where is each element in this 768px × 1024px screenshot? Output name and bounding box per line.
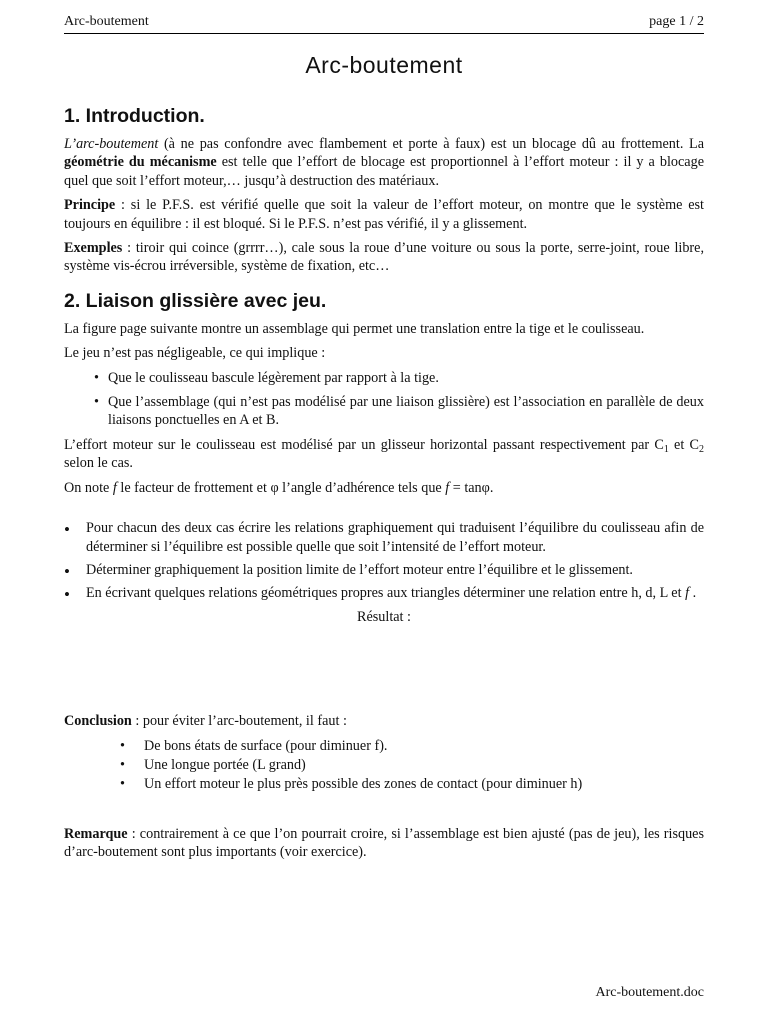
header-divider (64, 33, 704, 34)
bullet-icon: • (94, 394, 99, 411)
principe-paragraph: Principe : si le P.F.S. est vérifié quelle que soit la valeur de l’effort moteur, on montre que le système est toujours en équilibre : il est bloqué. Si le P.F.S. n’est pas vérifié, il y a glissement. (64, 197, 704, 232)
exemples-paragraph: Exemples : tiroir qui coince (grrrr…), cale sous la roue d’une voiture ou sous la porte, serre-joint, roue libre, système vis-écrou irréversible, système de fixation, etc… (64, 240, 704, 275)
bullet-icon: • (120, 737, 125, 754)
list-item: • Un effort moteur le plus près possible des zones de contact (pour diminuer h) (120, 776, 583, 793)
implications-list (64, 369, 704, 430)
section-1-heading: 1. Introduction. (64, 105, 205, 127)
list-item: • Une longue portée (L grand) (120, 756, 306, 773)
list-item: • En écrivant quelques relations géométriques propres aux triangles déterminer une relation entre h, d, L et f . (64, 585, 697, 605)
bullet-icon: • (64, 520, 70, 540)
result-label: Résultat : (357, 608, 411, 625)
list-item: • Pour chacun des deux cas écrire les relations graphiquement qui traduisent l’équilibre du coulisseau afin de déterminer si l’équilibre est possible quelle que soit l’intensité de l’effort moteur. (64, 520, 704, 555)
exemples-label: Exemples (64, 240, 123, 257)
bullet-icon: • (94, 369, 99, 386)
bold-geometrie: géométrie du mécanisme (64, 154, 217, 171)
term-arc-boutement: L’arc-boutement (64, 136, 159, 152)
footer-filename: Arc-boutement.doc (595, 985, 704, 1000)
section-2-heading: 2. Liaison glissière avec jeu. (64, 289, 327, 312)
header-left: Arc-boutement (64, 14, 149, 29)
principe-label: Principe (64, 197, 116, 214)
section-2-paragraph-1: La figure page suivante montre un assemblage qui permet une translation entre la tige et le coulisseau. (64, 320, 645, 337)
conclusion-label: Conclusion (64, 713, 132, 730)
bullet-icon: • (120, 756, 125, 773)
bullet-icon: • (64, 561, 70, 581)
bullet-icon: • (64, 585, 70, 605)
section-2-paragraph-2: Le jeu n’est pas négligeable, ce qui implique : (64, 345, 326, 362)
list-item: • Que l’assemblage (qui n’est pas modélisé par une liaison glissière) est l’association en parallèle de deux liaisons ponctuelles en A et B. (94, 394, 704, 429)
remarque-paragraph: Remarque : contrairement à ce que l’on pourrait croire, si l’assemblage est bien ajusté (pas de jeu), les risques d’arc-boutement sont plus importants (voir exercice). (64, 825, 704, 861)
main-content (64, 103, 704, 868)
page-title: Arc-boutement (305, 52, 463, 78)
effort-moteur-paragraph: L’effort moteur sur le coulisseau est modélisé par un glisseur horizontal passant respectivement par $C_1$ et $C_2$ selon le cas. (64, 436, 705, 472)
remarque-label: Remarque (64, 825, 128, 842)
list-item: • Déterminer graphiquement la position limite de l’effort moteur entre l’équilibre et le glissement. (64, 561, 633, 581)
intro-paragraph: L’arc-boutement (à ne pas confondre avec flambement et porte à faux) est un blocage dû au frottement. La géométrie du mécanisme est telle que l’effort de blocage est proportionnel à l’effort moteur : il y a blocage quel que soit l’effort moteur,… jusqu’à destruction des matériaux. (64, 136, 704, 189)
list-item: • De bons états de surface (pour diminuer f). (120, 737, 388, 754)
frottement-paragraph: On note f le facteur de frottement et φ l’angle d’adhérence tels que f = tanφ. (64, 479, 494, 496)
tasks-list (64, 519, 704, 603)
conclusion-paragraph: Conclusion : pour éviter l’arc-boutement, il faut : (64, 713, 347, 730)
list-item: • Que le coulisseau bascule légèrement par rapport à la tige. (94, 369, 439, 386)
bullet-icon: • (120, 776, 125, 793)
conclusion-list (64, 737, 704, 794)
header-page-number: page 1 / 2 (649, 14, 704, 29)
